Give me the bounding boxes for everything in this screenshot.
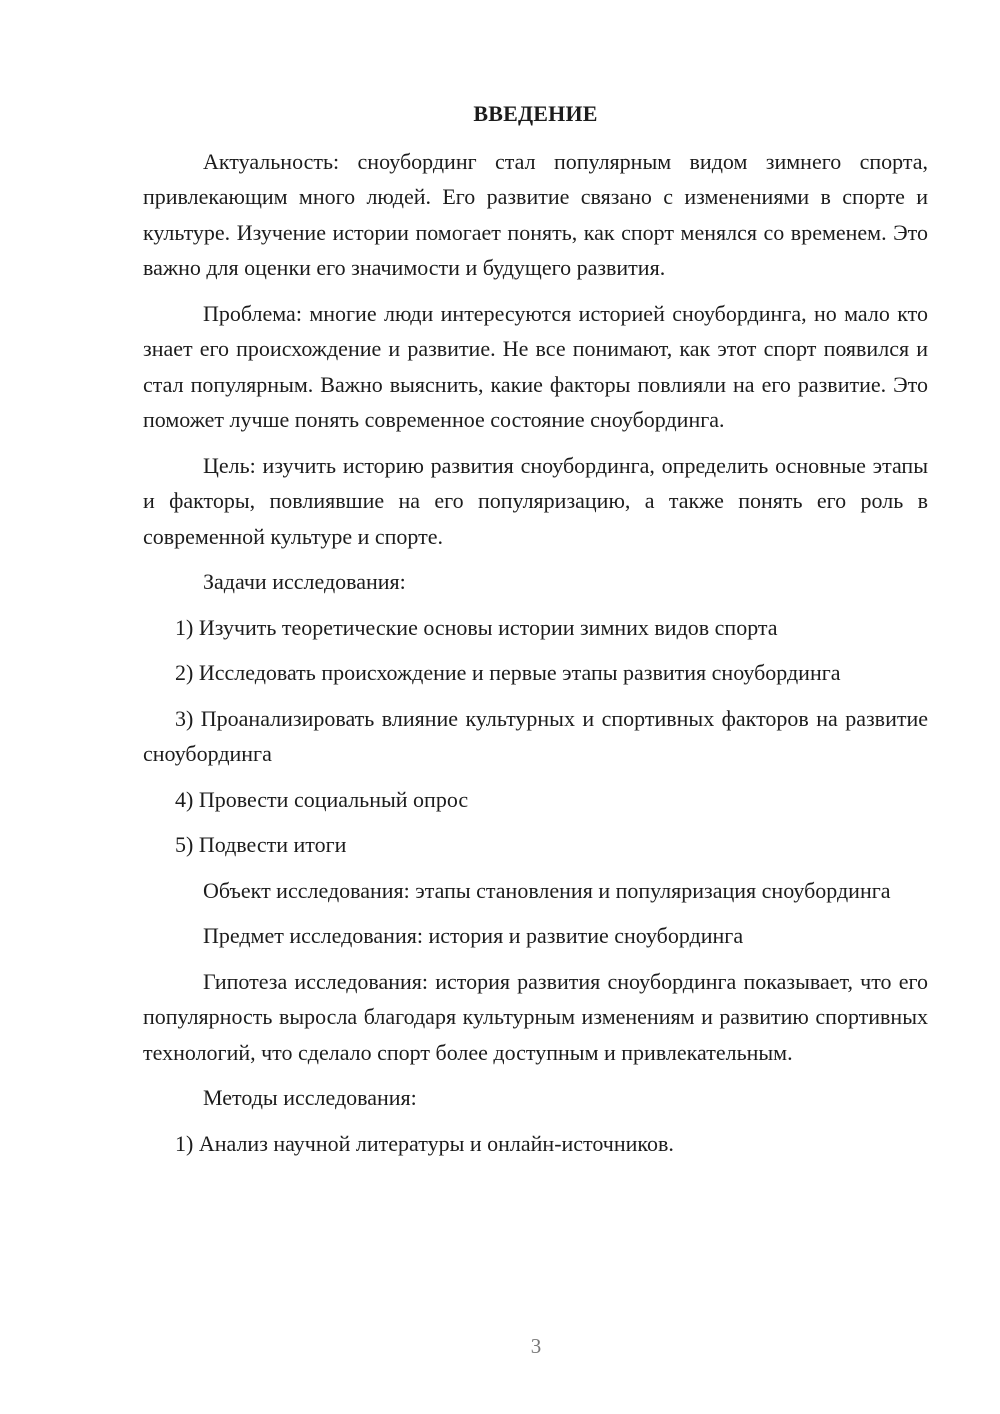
section-title: ВВЕДЕНИЕ [473, 101, 598, 126]
task-item: 5) Подвести итоги [175, 832, 347, 857]
task-item: 3) Проанализировать влияние культурных и спортивных факторов на развитие сноубординга [143, 705, 928, 766]
page-number: 3 [530, 1334, 542, 1358]
subject-paragraph: Предмет исследования: история и развитие сноубординга [203, 923, 744, 948]
task-item: 4) Провести социальный опрос [175, 786, 469, 812]
problem-paragraph: Проблема: многие люди интересуются историей сноубординга, но мало кто знает его происхождение и развитие. Не все понимают, как этот спорт появился и стал популярным. Важно выяснить, какие факторы повлияли на его развитие. Это поможет лучше понять современное состояние сноубординга. [143, 300, 928, 432]
document-page [143, 96, 928, 1171]
object-paragraph: Объект исследования: этапы становления и популяризация сноубординга [203, 877, 891, 903]
task-item: 1) Изучить теоретические основы истории зимних видов спорта [175, 614, 778, 640]
task-item: 2) Исследовать происхождение и первые этапы развития сноубординга [175, 660, 841, 685]
methods-heading: Методы исследования: [203, 1085, 417, 1110]
relevance-paragraph: Актуальность: сноубординг стал популярным видом зимнего спорта, привлекающим много людей. Его развитие связано с изменениями в спорте и культуре. Изучение истории помогает понять, как спорт менялся со временем. Это важно для оценки его значимости и будущего развития. [143, 148, 928, 280]
hypothesis-paragraph: Гипотеза исследования: история развития сноубординга показывает, что его популярность выросла благодаря культурным изменениям и развитию спортивных технологий, что сделало спорт более доступным и привлекательным. [143, 968, 928, 1065]
tasks-heading: Задачи исследования: [203, 569, 406, 594]
goal-paragraph: Цель: изучить историю развития сноубординга, определить основные этапы и факторы, повлиявшие на его популяризацию, а также понять его роль в современной культуре и спорте. [143, 452, 928, 549]
method-item: 1) Анализ научной литературы и онлайн-источников. [175, 1130, 674, 1156]
